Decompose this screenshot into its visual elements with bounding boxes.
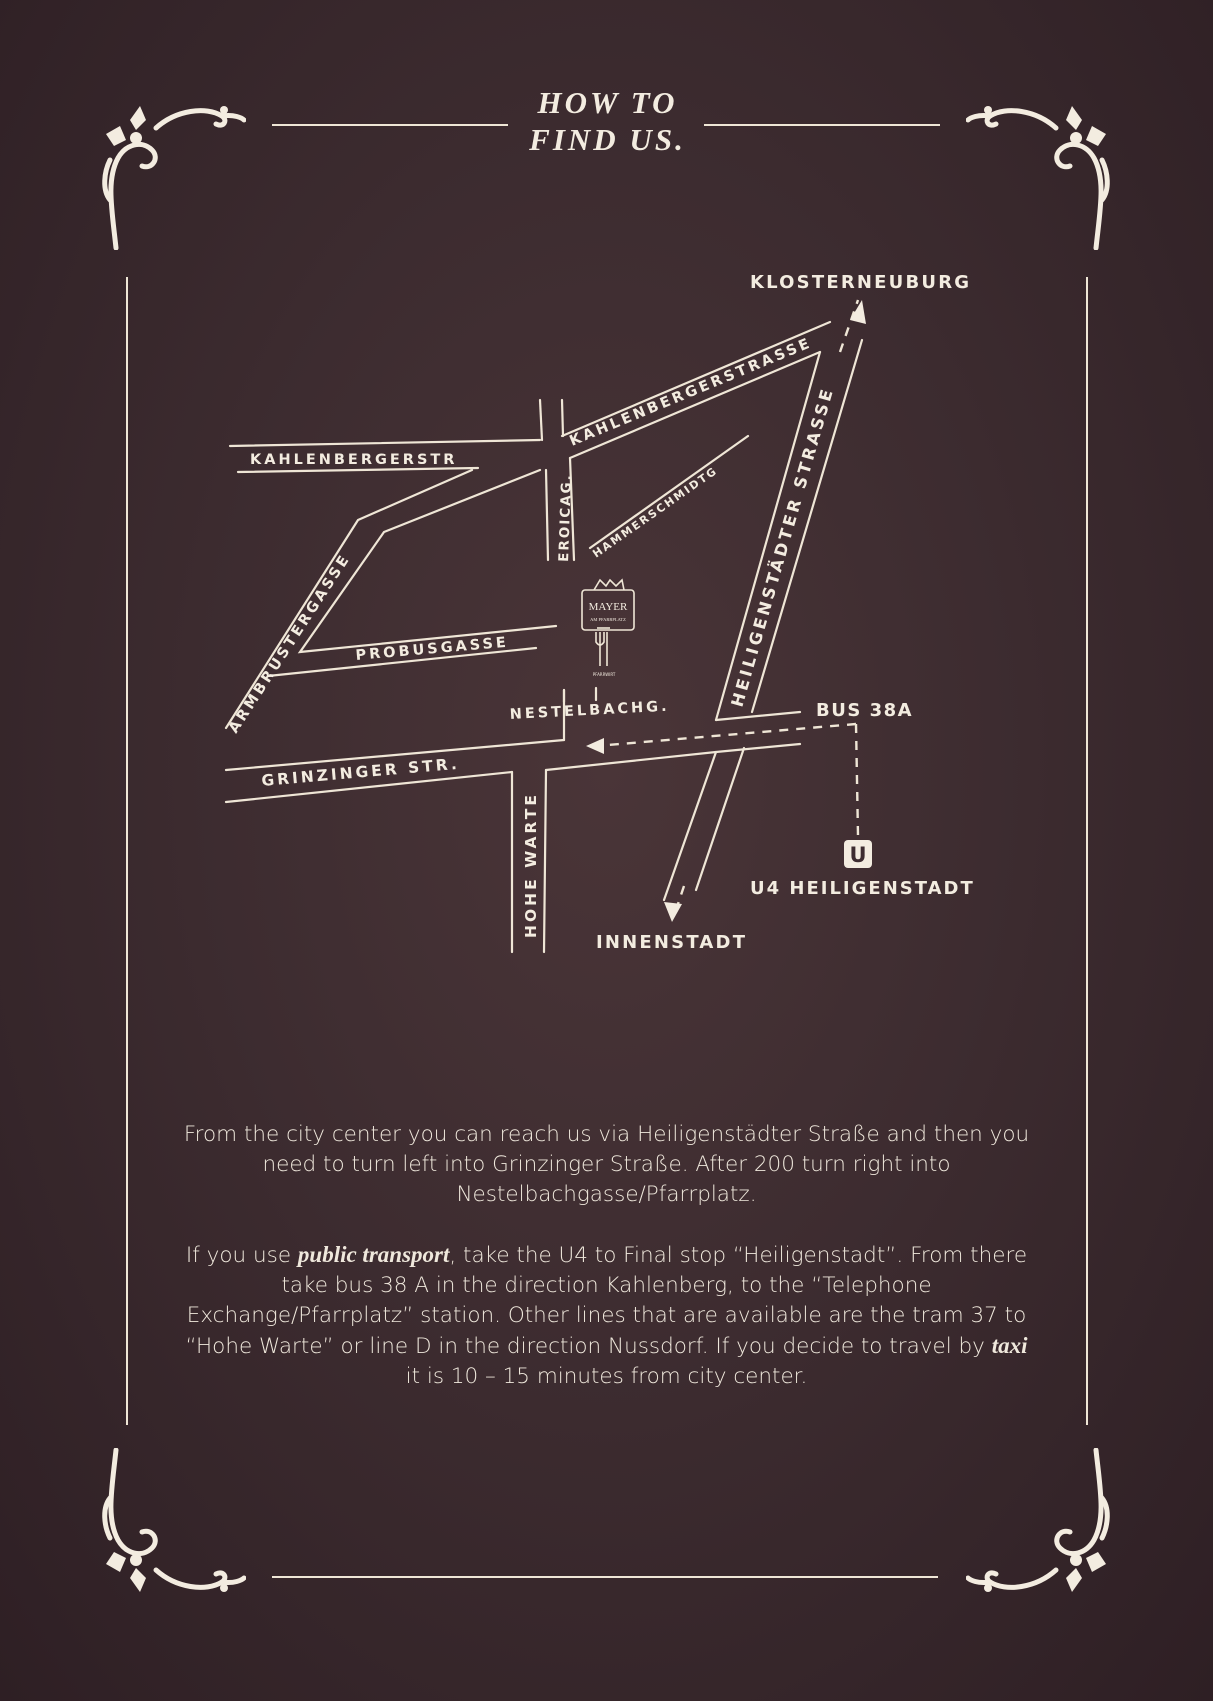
label-hohe-warte: HOHE WARTE	[522, 792, 540, 938]
transit-text-a: If you use	[185, 1243, 298, 1268]
title-line-1: HOW TO	[537, 85, 678, 120]
transit-emphasis-public-transport: public transport	[297, 1242, 450, 1267]
arrow-down-icon	[664, 902, 682, 922]
label-armbrustergasse: ARMBRUSTERGASSE	[225, 550, 354, 737]
ubahn-sign-icon	[844, 840, 872, 868]
label-innenstadt: INNENSTADT	[596, 932, 748, 953]
label-probusgasse: PROBUSGASSE	[354, 634, 510, 664]
logo-roof-icon	[594, 580, 624, 590]
bottom-rule	[272, 1576, 938, 1578]
corner-ornament-bottom-left	[96, 1448, 246, 1598]
label-heiligenstaedter-strasse: HEILIGENSTÄDTER STRASSE	[727, 384, 838, 710]
cutlery-icon	[596, 628, 610, 666]
label-nestelbachg: NESTELBACHG.	[509, 698, 670, 723]
pfarrwirt-sign: PFARRWIRT	[592, 672, 616, 677]
corner-ornament-bottom-right	[966, 1448, 1116, 1598]
logo-line-2: AM PFARRPLATZ	[590, 617, 626, 622]
street-lines	[226, 322, 862, 952]
label-eroicag: EROICAG.	[556, 472, 576, 563]
label-kahlenbergerstrasse: KAHLENBERGERSTRASSE	[567, 335, 815, 450]
title-line-2: FIND US.	[529, 122, 686, 157]
transit-text-c: it is 10 – 15 minutes from city center.	[405, 1364, 808, 1389]
transit-emphasis-taxi: taxi	[991, 1333, 1028, 1358]
directions-text	[180, 1120, 1033, 1422]
logo-line-1: MAYER	[588, 601, 628, 613]
label-hammerschmidtg: HAMMERSCHMIDTG	[590, 464, 721, 561]
arrow-left-icon	[586, 738, 604, 754]
label-klosterneuburg: KLOSTERNEUBURG	[750, 272, 972, 293]
label-kahlenbergerstr: KAHLENBERGERSTR	[250, 452, 458, 468]
label-grinzinger-str: GRINZINGER STR.	[260, 754, 461, 790]
label-bus-38a: BUS 38A	[816, 700, 914, 721]
directions-paragraph-transit	[180, 1240, 1033, 1392]
restaurant-logo	[582, 580, 634, 630]
transit-text-b: , take the U4 to Final stop “Heiligenstadt”. From there take bus 38 A in the direction Kahlenberg, to the “Telephone Exchange/Pfarrplatz” station. Other lines that are available are the tram 37 to “Hohe Warte” or line D in the direction Nussdorf. If you decide to travel by	[185, 1243, 1028, 1359]
label-u4-heiligenstadt: U4 HEILIGENSTADT	[750, 878, 975, 899]
svg-text:U: U	[849, 843, 867, 867]
directions-paragraph-car: From the city center you can reach us via Heiligenstädter Straße and then you need to turn left into Grinzinger Straße. After 200 turn right into Nestelbachgasse/Pfarrplatz.	[183, 1122, 1030, 1207]
